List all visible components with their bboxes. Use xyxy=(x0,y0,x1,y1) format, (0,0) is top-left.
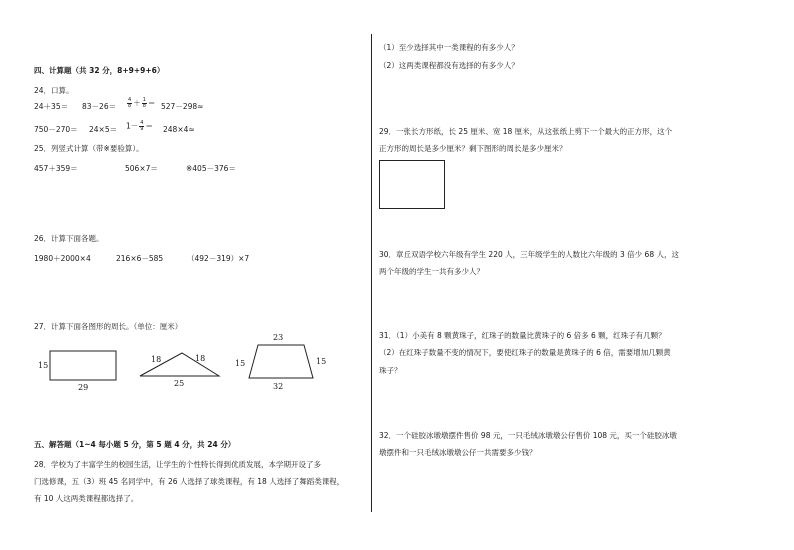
q28-line-2: 门选修课，五（3）班 45 名同学中，有 26 人选择了球类课程，有 18 人选择了舞蹈类课程， xyxy=(34,477,345,486)
q30-line-2: 两个年级的学生一共有多少人？ xyxy=(379,267,484,276)
q24-item-8: 248×4≈ xyxy=(163,125,195,134)
rect-bottom-label: 29 xyxy=(78,383,89,392)
trap-right-label: 15 xyxy=(316,357,327,366)
tri-left-label: 18 xyxy=(151,355,162,364)
q26-item-2: 216×6－585 xyxy=(116,254,164,263)
trapezoid-shape xyxy=(249,345,313,378)
q26-item-1: 1980＋2000×4 xyxy=(34,254,91,263)
tri-base-label: 25 xyxy=(174,379,185,388)
rect-side-label: 15 xyxy=(38,361,49,370)
q29-rectangle-figure xyxy=(379,160,445,209)
q28-line-1: 28．学校为了丰富学生的校园生活，让学生的个性特长得到优质发展，本学期开设了多 xyxy=(34,460,322,469)
rectangle-shape xyxy=(50,351,116,380)
q28-line-3: 有 10 人这两类课程都选择了。 xyxy=(34,494,139,503)
tri-right-label: 18 xyxy=(195,354,206,363)
trap-top-label: 23 xyxy=(273,333,284,342)
q25-item-1: 457＋359＝ xyxy=(34,164,78,173)
q24-item-7: 1－ $\frac{4}{9}$ ＝ xyxy=(126,120,153,132)
q27-title: 27．计算下面各图形的周长。（单位：厘米） xyxy=(34,322,183,331)
q30-line-1: 30．章丘双语学校六年级有学生 220 人，三年级学生的人数比六年级的 3 倍少 68 人，这 xyxy=(379,250,679,259)
q24-item-1: 24＋35＝ xyxy=(34,102,69,111)
q29-line-1: 29．一张长方形纸，长 25 厘米、宽 18 厘米，从这张纸上剪下一个最大的正方形，这个 xyxy=(379,127,673,136)
section-5-title: 五、解答题（1~4 每小题 5 分，第 5 题 4 分，共 24 分） xyxy=(34,440,236,449)
q24-item-6: 24×5＝ xyxy=(89,125,118,134)
q32-line-2: 墩摆件和一只毛绒冰墩墩公仔一共需要多少钱？ xyxy=(379,448,537,457)
q24-title: 24．口算。 xyxy=(34,86,74,95)
q26-item-3: （492－319）×7 xyxy=(187,254,250,263)
q25-item-2: 506×7＝ xyxy=(125,164,158,173)
q31-line-3: 珠子？ xyxy=(379,366,402,375)
q24-item-4: 527－298≈ xyxy=(161,102,204,111)
q24-item-5: 750－270＝ xyxy=(34,125,78,134)
trap-bottom-label: 32 xyxy=(273,382,284,391)
q31-line-1: 31．（1）小美有 8 颗黄珠子，红珠子的数量比黄珠子的 6 倍多 6 颗，红珠子有几颗？ xyxy=(379,331,666,340)
fraction: $\frac{1}{8}$ xyxy=(142,97,146,109)
q26-title: 26．计算下面各题。 xyxy=(34,234,104,243)
q31-line-2: （2）在红珠子数量不变的情况下，要使红珠子的数量是黄珠子的 6 倍，需要增加几颗黄 xyxy=(379,348,671,357)
fraction: $\frac{4}{8}$ xyxy=(128,97,132,109)
q28-sub-1: （1）至少选择其中一类课程的有多少人？ xyxy=(379,43,519,52)
q29-line-2: 正方形的周长是多少厘米？剩下图形的周长是多少厘米？ xyxy=(379,144,567,153)
fraction: $\frac{4}{9}$ xyxy=(140,120,144,132)
q24-item-3: $\frac{4}{8}$ ＋ $\frac{1}{8}$ ＝ xyxy=(128,97,156,109)
column-divider xyxy=(371,34,372,512)
q24-item-2: 83－26＝ xyxy=(82,102,117,111)
q25-item-3: ※405－376＝ xyxy=(186,164,236,173)
q28-sub-2: （2）这两类课程都没有选择的有多少人？ xyxy=(379,61,519,70)
q32-line-1: 32．一个硅胶冰墩墩摆件售价 98 元，一只毛绒冰墩墩公仔售价 108 元，买一个硅胶冰墩 xyxy=(379,431,677,440)
q25-title: 25．列竖式计算（带※要验算）。 xyxy=(34,144,144,153)
section-4-title: 四、计算题（共 32 分，8+9+9+6） xyxy=(34,66,165,75)
trap-left-label: 15 xyxy=(235,359,246,368)
